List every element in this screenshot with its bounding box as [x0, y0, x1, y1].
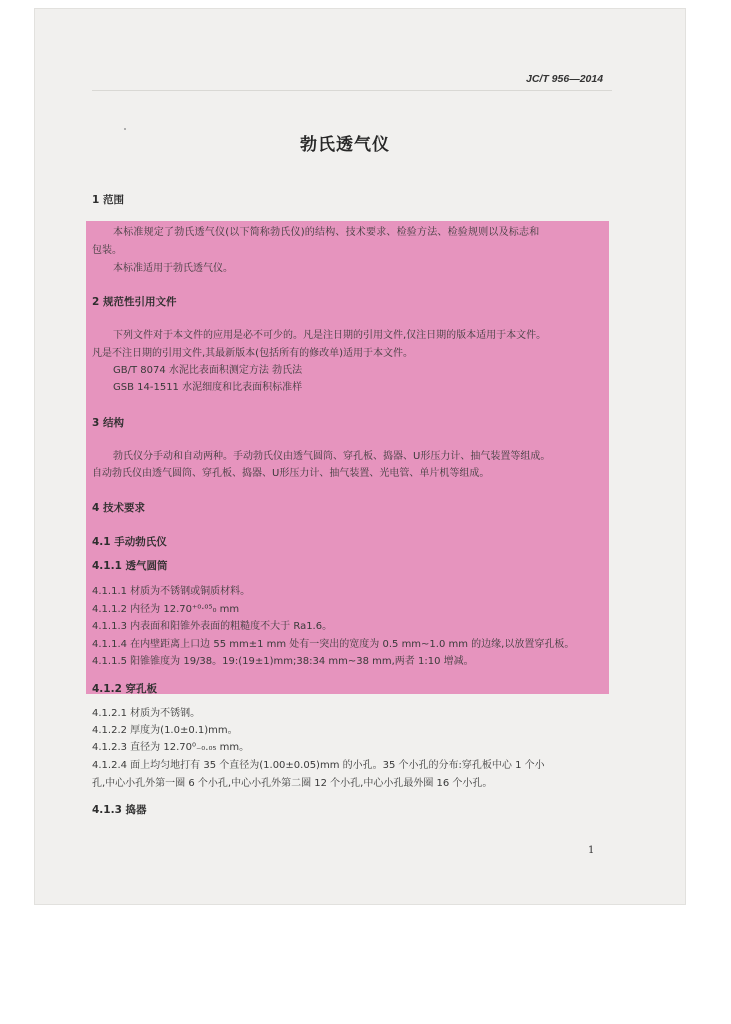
scope-paragraph-line-2: 包装。	[92, 245, 122, 256]
clause-4-1-2-1: 4.1.2.1 材质为不锈钢。	[92, 708, 201, 719]
clause-4-1-1-5: 4.1.1.5 阳锥锥度为 19/38。19:(19±1)mm;38:34 mm~38 mm,两者 1:10 增减。	[92, 656, 474, 667]
section-heading-scope: 1 范围	[92, 194, 124, 206]
subsection-heading-4-1-2: 4.1.2 穿孔板	[92, 683, 158, 695]
references-paragraph-line-2: 凡是不注日期的引用文件,其最新版本(包括所有的修改单)适用于本文件。	[92, 348, 413, 359]
subsection-heading-4-1: 4.1 手动勃氏仪	[92, 536, 167, 548]
subsection-heading-4-1-1: 4.1.1 透气圆筒	[92, 560, 168, 572]
section-heading-technical-requirements: 4 技术要求	[92, 502, 145, 514]
clause-4-1-2-2: 4.1.2.2 厚度为(1.0±0.1)mm。	[92, 725, 238, 736]
scope-paragraph-line-1: 本标准规定了勃氏透气仪(以下简称勃氏仪)的结构、技术要求、检验方法、检验规则以及标志和	[113, 227, 540, 238]
subsection-heading-4-1-3: 4.1.3 捣器	[92, 804, 147, 816]
section-heading-references: 2 规范性引用文件	[92, 296, 177, 308]
clause-4-1-2-3: 4.1.2.3 直径为 12.70⁰₋₀.₀₅ mm。	[92, 742, 250, 753]
reference-item-2: GSB 14-1511 水泥细度和比表面积标准样	[113, 382, 303, 393]
header-rule	[92, 90, 612, 91]
scope-paragraph-2: 本标准适用于勃氏透气仪。	[113, 263, 233, 274]
clause-4-1-1-2: 4.1.1.2 内径为 12.70⁺⁰·⁰⁵₀ mm	[92, 604, 240, 615]
page-number: 1	[588, 845, 595, 856]
clause-4-1-2-4-line-2: 孔,中心小孔外第一圈 6 个小孔,中心小孔外第二圈 12 个小孔,中心小孔最外圈 16 个小孔。	[92, 778, 493, 789]
clause-4-1-2-4-line-1: 4.1.2.4 面上均匀地打有 35 个直径为(1.00±0.05)mm 的小孔。35 个小孔的分布:穿孔板中心 1 个小	[92, 760, 545, 771]
clause-4-1-1-4: 4.1.1.4 在内壁距离上口边 55 mm±1 mm 处有一突出的宽度为 0.5 mm~1.0 mm 的边缘,以放置穿孔板。	[92, 639, 575, 650]
section-heading-structure: 3 结构	[92, 417, 124, 429]
reference-item-1: GB/T 8074 水泥比表面积测定方法 勃氏法	[113, 365, 303, 376]
structure-paragraph-line-2: 自动勃氏仪由透气圆筒、穿孔板、捣器、U形压力计、抽气装置、光电管、单片机等组成。	[92, 468, 490, 479]
clause-4-1-1-3: 4.1.1.3 内表面和阳锥外表面的粗糙度不大于 Ra1.6。	[92, 621, 333, 632]
references-paragraph-line-1: 下列文件对于本文件的应用是必不可少的。凡是注日期的引用文件,仅注日期的版本适用于本文件。	[113, 330, 547, 341]
standard-number: JC/T 956—2014	[526, 73, 604, 85]
speck	[124, 128, 126, 130]
structure-paragraph-line-1: 勃氏仪分手动和自动两种。手动勃氏仪由透气圆筒、穿孔板、捣器、U形压力计、抽气装置等组成。	[113, 451, 551, 462]
clause-4-1-1-1: 4.1.1.1 材质为不锈钢或铜质材料。	[92, 586, 251, 597]
document-title: 勃氏透气仪	[300, 135, 390, 155]
